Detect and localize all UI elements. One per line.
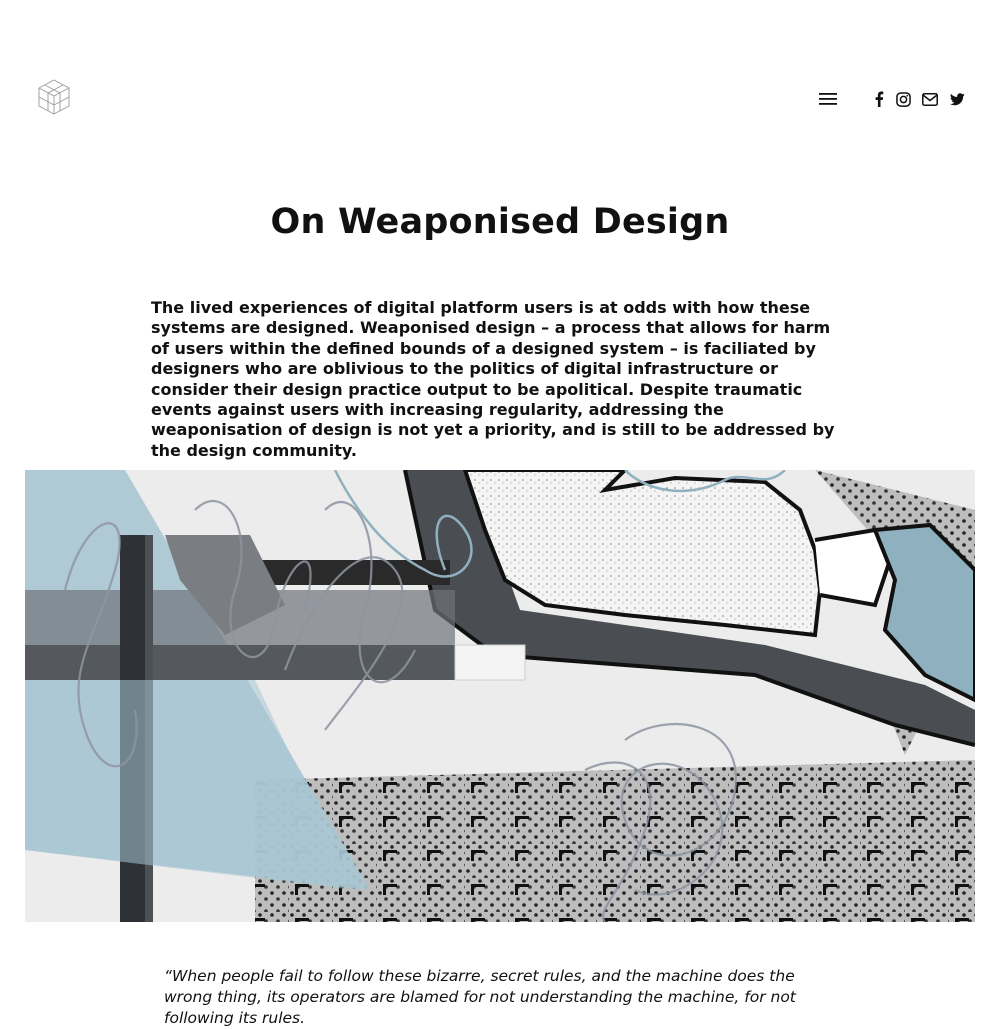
- hamburger-menu-icon: [819, 92, 837, 106]
- instagram-link[interactable]: [894, 90, 912, 108]
- collage-illustration: [25, 470, 975, 922]
- wireframe-cube-logo-icon: [36, 78, 72, 116]
- header-nav: [818, 88, 966, 110]
- page-title: On Weaponised Design: [270, 202, 730, 242]
- twitter-link[interactable]: [948, 90, 966, 108]
- instagram-icon: [896, 92, 911, 107]
- email-icon: [922, 93, 938, 106]
- facebook-link[interactable]: [870, 90, 888, 108]
- pull-quote: “When people fail to follow these bizarre, secret rules, and the machine does the wrong thing, its operators are blamed for not understanding the machine, for not following its rules.: [164, 967, 796, 1027]
- email-link[interactable]: [921, 90, 939, 108]
- site-logo[interactable]: [36, 78, 72, 116]
- twitter-icon: [950, 93, 965, 106]
- hero-image: [25, 470, 975, 922]
- facebook-icon: [874, 91, 884, 107]
- article-intro: The lived experiences of digital platform users is at odds with how these systems are designed. Weaponised design – a process that allows for harm of users within the defined bounds of a designed system – is faciliated by designers who are oblivious to the politics of digital infrastructure or consider their design practice output to be apolitical. Despite traumatic events against users with increasing regularity, addressing the weaponisation of design is not yet a priority, and is still to be addressed by the design community.: [151, 298, 835, 460]
- menu-button[interactable]: [818, 89, 838, 109]
